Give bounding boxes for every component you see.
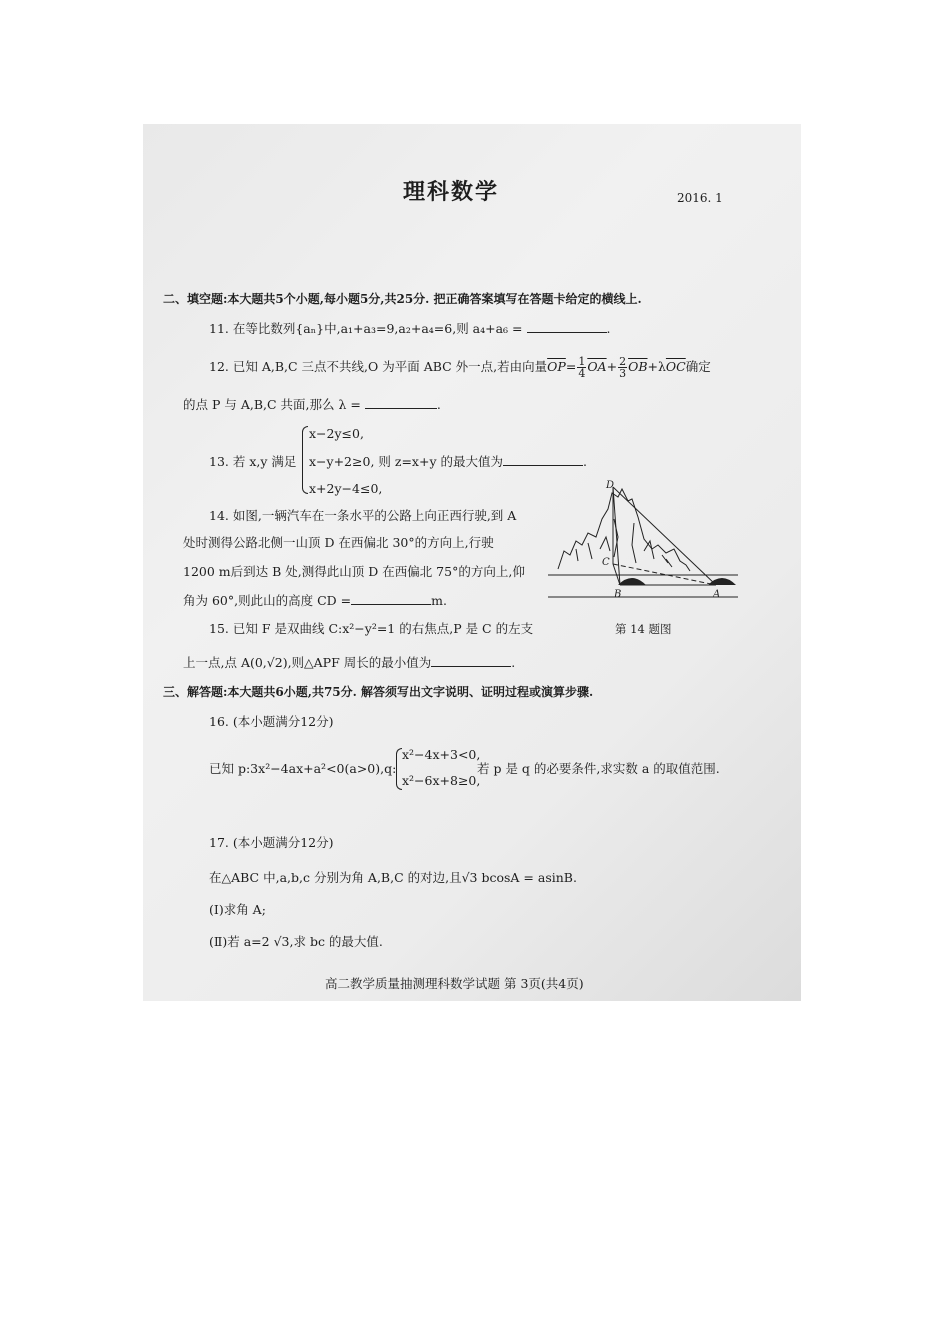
line-DB (613, 487, 620, 585)
frac2-num: 2 (619, 355, 627, 368)
q13-answer-blank (503, 465, 583, 466)
q17-line-1: 在△ABC 中,a,b,c 分别为角 A,B,C 的对边,且√3 bcosA = asinB. (209, 870, 577, 885)
q15-answer-blank (431, 666, 511, 667)
part2-heading: 二、填空题:本大题共5个小题,每小题5分,共25分. 把正确答案填写在答题卡给定的横线上. (163, 292, 642, 306)
q11-answer-blank (527, 332, 607, 333)
q11-period: . (606, 321, 611, 336)
exam-date: 2016. 1 (677, 191, 723, 205)
q15-line-1: 15. 已知 F 是双曲线 C:x²−y²=1 的右焦点,P 是 C 的左支 (209, 621, 534, 636)
q13-brace (302, 426, 308, 494)
q12-eq: = (565, 359, 577, 374)
q14-line-4-text: 角为 60°,则此山的高度 CD = (183, 593, 352, 608)
q17-line-2: (Ⅰ)求角 A; (209, 902, 266, 917)
q14-line-4 (183, 593, 447, 609)
q14-unit: m. (431, 593, 447, 608)
part3-heading: 三、解答题:本大题共6小题,共75分. 解答须写出文字说明、证明过程或演算步骤. (163, 685, 594, 699)
q13-constraint-3: x+2y−4≤0, (309, 481, 383, 496)
fraction-1-4 (577, 356, 586, 379)
q16-condition-2: x²−6x+8≥0, (402, 773, 481, 788)
q14-line-3: 1200 m后到达 B 处,测得此山顶 D 在西偏北 75°的方向上,仰 (183, 564, 525, 579)
q13-constraint-2 (309, 454, 587, 470)
q16-title: 16. (本小题满分12分) (209, 714, 334, 729)
frac1-den: 4 (578, 367, 586, 380)
figure-caption: 第 14 题图 (615, 622, 672, 636)
mountain-sketch (558, 489, 690, 571)
q12-period: . (436, 397, 441, 412)
label-A: A (713, 589, 721, 600)
car-B-icon (618, 578, 646, 585)
q12-tail: 确定 (685, 359, 711, 374)
q14-figure (548, 479, 748, 604)
q16-condition-1: x²−4x+3<0, (402, 747, 481, 762)
q16-suffix: 若 p 是 q 的必要条件,求实数 a 的取值范围. (477, 761, 720, 776)
exam-page (143, 124, 801, 1001)
question-12-line1 (209, 356, 711, 379)
q14-line-1: 14. 如图,一辆汽车在一条水平的公路上向正西行驶,到 A (209, 508, 517, 523)
q16-prefix: 已知 p:3x²−4ax+a²<0(a>0),q: (209, 761, 397, 776)
vector-op: $\overline{OP}$ (547, 359, 566, 374)
page-footer: 高二教学质量抽测理科数学试题 第 3页(共4页) (325, 976, 584, 991)
exam-title: 理科数学 (403, 179, 500, 205)
label-C: C (602, 557, 610, 568)
frac1-num: 1 (578, 355, 586, 368)
q14-line-2: 处时测得公路北侧一山顶 D 在西偏北 30°的方向上,行驶 (183, 535, 494, 550)
q15-period: . (511, 655, 516, 670)
question-11 (209, 321, 610, 337)
line-DA (613, 487, 716, 585)
q15-line-2-text: 上一点,点 A(0,√2),则△APF 周长的最小值为 (183, 655, 432, 670)
vector-oc: $\overline{OC}$ (665, 359, 686, 374)
q12-answer-blank (365, 408, 437, 409)
fraction-2-3 (618, 356, 627, 379)
car-A-icon (708, 578, 736, 585)
q14-answer-blank (351, 604, 431, 605)
q13-period: . (582, 454, 587, 469)
q12-line2-text: 的点 P 与 A,B,C 共面,那么 λ = (183, 397, 361, 412)
q13-prefix: 13. 若 x,y 满足 (209, 454, 297, 469)
q13-constraint-1: x−2y≤0, (309, 426, 364, 441)
q13-constraint-2-text: x−y+2≥0, 则 z=x+y 的最大值为 (309, 454, 503, 469)
vector-oa: $\overline{OA}$ (587, 359, 607, 374)
question-12-line2 (183, 397, 441, 413)
q17-line-3: (Ⅱ)若 a=2 √3,求 bc 的最大值. (209, 934, 383, 949)
vector-ob: $\overline{OB}$ (628, 359, 648, 374)
q17-title: 17. (本小题满分12分) (209, 835, 334, 850)
q12-text: 12. 已知 A,B,C 三点不共线,O 为平面 ABC 外一点,若由向量 (209, 359, 548, 374)
label-B: B (614, 589, 622, 600)
q11-text: 11. 在等比数列{aₙ}中,a₁+a₃=9,a₂+a₄=6,则 a₄+a₆ = (209, 321, 523, 336)
frac2-den: 3 (619, 367, 627, 380)
q15-line-2 (183, 655, 515, 671)
label-D: D (606, 480, 615, 491)
q12-lambda: +λ (647, 359, 666, 374)
q12-plus: + (606, 359, 618, 374)
